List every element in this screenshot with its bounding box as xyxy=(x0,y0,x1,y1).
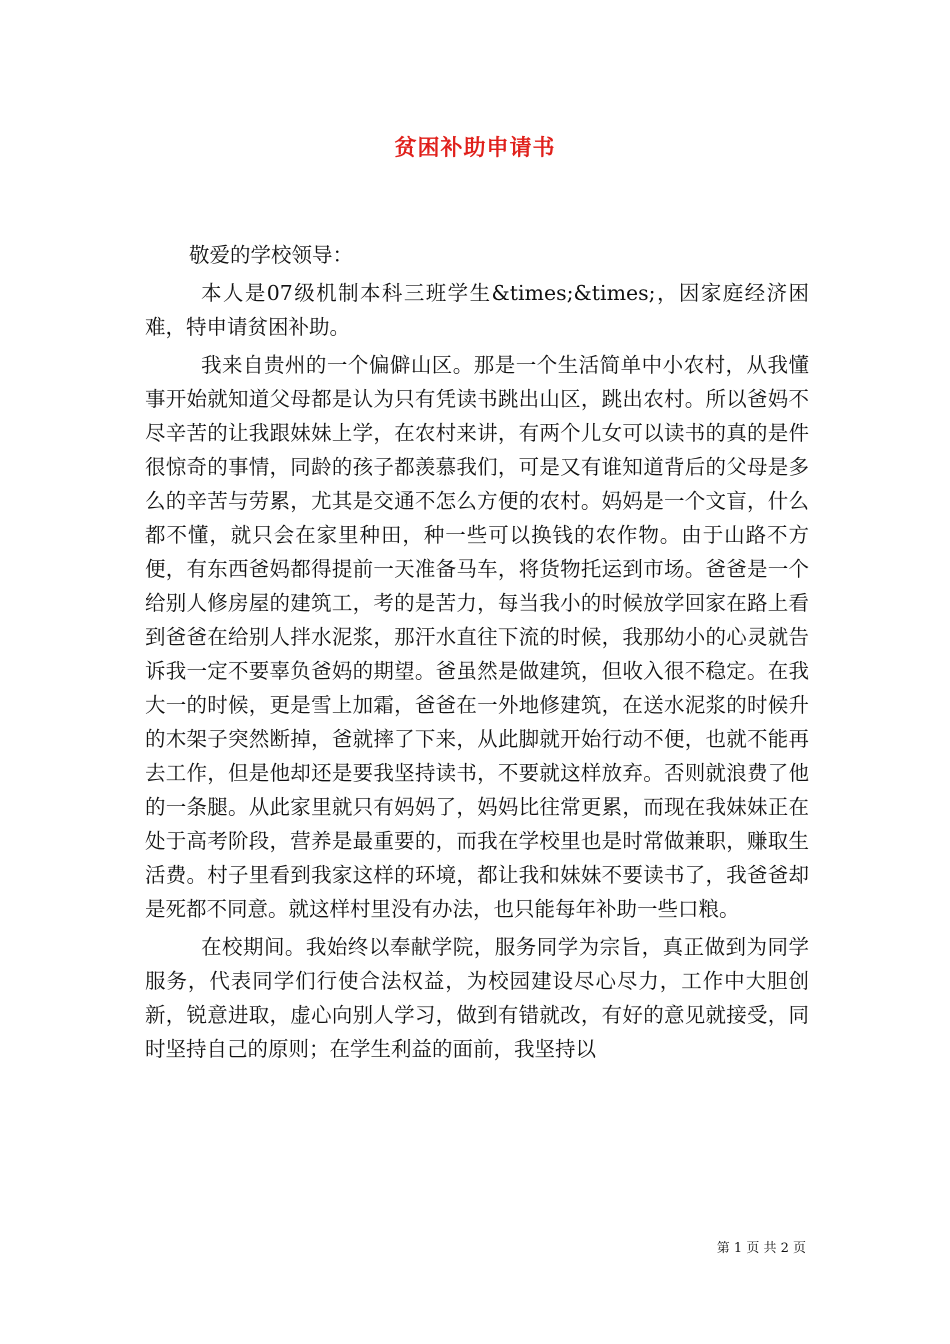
page-title: 贫困补助申请书 xyxy=(394,135,556,161)
document-body xyxy=(145,238,809,1066)
greeting-line: 敬爱的学校领导： xyxy=(189,243,353,267)
page-number: 第 1 页 共 2 页 xyxy=(716,1241,806,1256)
paragraph-1: 本人是07级机制本科三班学生&times;&times;，因家庭经济困难，特申请贫困补助。 xyxy=(145,281,809,339)
paragraph-3: 在校期间。我始终以奉献学院，服务同学为宗旨，真正做到为同学服务，代表同学们行使合法权益，为校园建设尽心尽力，工作中大胆创新，锐意进取，虚心向别人学习，做到有错就改，有好的意见就接受，同时坚持自己的原则；在学生利益的面前，我坚持以 xyxy=(145,935,809,1061)
paragraph-2: 我来自贵州的一个偏僻山区。那是一个生活简单中小农村，从我懂事开始就知道父母都是认为只有凭读书跳出山区，跳出农村。所以爸妈不尽辛苦的让我跟妹妹上学，在农村来讲，有两个儿女可以读书的真的是件很惊奇的事情，同龄的孩子都羡慕我们，可是又有谁知道背后的父母是多么的辛苦与劳累，尤其是交通不怎么方便的农村。妈妈是一个文盲，什么都不懂，就只会在家里种田，种一些可以换钱的农作物。由于山路不方便，有东西爸妈都得提前一天准备马车，将货物托运到市场。爸爸是一个给别人修房屋的建筑工，考的是苦力，每当我小的时候放学回家在路上看到爸爸在给别人拌水泥浆，那汗水直往下流的时候，我那幼小的心灵就告诉我一定不要辜负爸妈的期望。爸虽然是做建筑，但收入很不稳定。在我大一的时候，更是雪上加霜，爸爸在一外地修建筑，在送水泥浆的时候升的木架子突然断掉，爸就摔了下来，从此脚就开始行动不便，也就不能再去工作，但是他却还是要我坚持读书，不要就这样放弃。否则就浪费了他的一条腿。从此家里就只有妈妈了，妈妈比往常更累，而现在我妹妹正在处于高考阶段，营养是最重要的，而我在学校里也是时常做兼职，赚取生活费。村子里看到我家这样的环境，都让我和妹妹不要读书了，我爸爸却是死都不同意。就这样村里没有办法，也只能每年补助一些口粮。 xyxy=(145,353,809,921)
